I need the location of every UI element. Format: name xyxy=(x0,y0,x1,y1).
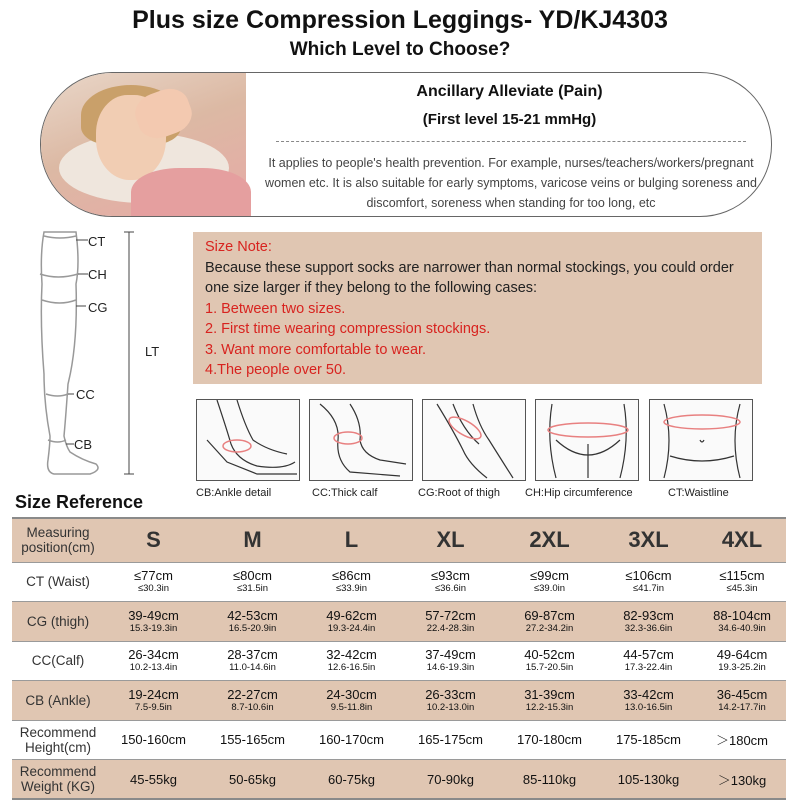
part-label-waist: CT:Waistline xyxy=(668,487,729,499)
table-cell xyxy=(203,602,302,642)
in-value: ≤31.5in xyxy=(236,583,269,595)
in-value: 15.7-20.5in xyxy=(525,662,574,674)
size-table xyxy=(12,517,786,800)
cm-value: ≤106cm xyxy=(625,568,672,584)
table-cell: 85-110kg xyxy=(500,760,599,800)
size-header: 3XL xyxy=(599,518,698,562)
table-cell: ＞130kg xyxy=(698,760,786,800)
table-cell xyxy=(104,562,203,602)
cm-value: 37-49cm xyxy=(425,647,476,663)
in-value: 12.6-16.5in xyxy=(327,662,376,674)
size-note-body: Because these support socks are narrower than normal stockings, you could order one size larger if they belong to the following cases: xyxy=(205,259,734,296)
table-row xyxy=(12,720,786,760)
table-cell: 165-175cm xyxy=(401,720,500,760)
table-cell xyxy=(401,562,500,602)
thigh-icon xyxy=(422,399,526,481)
level-card xyxy=(40,72,772,217)
table-cell xyxy=(500,681,599,721)
table-cell xyxy=(203,681,302,721)
table-cell xyxy=(500,641,599,681)
level-description: It applies to people's health prevention. For example, nurses/teachers/workers/pregnant women etc. It is also suitable for early symptoms, varicose veins or bulging soreness and discomfort, soreness when standing for too long, etc xyxy=(265,156,757,210)
cm-value: 31-39cm xyxy=(524,686,575,702)
table-cell xyxy=(203,562,302,602)
part-label-thigh: CG:Root of thigh xyxy=(418,487,500,499)
in-value: 15.3-19.3in xyxy=(129,622,178,634)
size-header: 2XL xyxy=(500,518,599,562)
part-label-hip: CH:Hip circumference xyxy=(525,487,633,499)
in-value: 7.5-9.5in xyxy=(135,701,172,713)
size-note-box xyxy=(193,232,762,384)
waist-icon xyxy=(649,399,753,481)
size-note-item: 4.The people over 50. xyxy=(205,362,347,378)
table-cell xyxy=(104,641,203,681)
leg-label-ct: CT xyxy=(88,234,106,249)
ankle-icon xyxy=(196,399,300,481)
in-value: 14.2-17.7in xyxy=(718,701,766,713)
table-cell xyxy=(500,602,599,642)
in-value: 17.3-22.4in xyxy=(624,662,673,674)
table-cell xyxy=(698,681,786,721)
in-value: 34.6-40.9in xyxy=(718,622,766,634)
table-cell xyxy=(698,562,786,602)
in-value: 16.5-20.9in xyxy=(228,622,277,634)
cm-value: ≤99cm xyxy=(530,568,569,584)
table-cell xyxy=(599,602,698,642)
in-value: 19.3-24.4in xyxy=(327,622,376,634)
cm-value: 22-27cm xyxy=(227,686,278,702)
level-heading: Ancillary Alleviate (Pain) xyxy=(416,83,603,100)
size-header: 4XL xyxy=(698,518,786,562)
table-cell: 175-185cm xyxy=(599,720,698,760)
in-value: 32.3-36.6in xyxy=(624,622,673,634)
part-label-ankle: CB:Ankle detail xyxy=(196,487,272,499)
level-pressure-range: (First level 15-21 mmHg) xyxy=(422,111,597,128)
cm-value: 82-93cm xyxy=(623,607,674,623)
table-cell: ＞180cm xyxy=(698,720,786,760)
in-value: 12.2-15.3in xyxy=(525,701,574,713)
cm-value: ≤77cm xyxy=(134,568,173,584)
in-value: ≤30.3in xyxy=(137,583,170,595)
table-cell: 60-75kg xyxy=(302,760,401,800)
cm-value: ≤93cm xyxy=(431,568,470,584)
cm-value: 24-30cm xyxy=(326,686,377,702)
in-value: ≤33.9in xyxy=(335,583,368,595)
table-cell: 70-90kg xyxy=(401,760,500,800)
in-value: 22.4-28.3in xyxy=(426,622,475,634)
table-cell xyxy=(104,602,203,642)
cm-value: 33-42cm xyxy=(623,686,674,702)
woman-headache-photo xyxy=(41,73,246,217)
cm-value: 69-87cm xyxy=(524,607,575,623)
header-label: Measuring position(cm) xyxy=(12,518,104,562)
table-row xyxy=(12,760,786,800)
size-note-item: 2. First time wearing compression stockings. xyxy=(205,321,491,337)
row-label: Recommend Weight (KG) xyxy=(12,760,104,800)
table-cell: 170-180cm xyxy=(500,720,599,760)
size-header: XL xyxy=(401,518,500,562)
in-value: ≤36.6in xyxy=(434,583,467,595)
level-divider xyxy=(276,141,746,142)
table-cell xyxy=(302,641,401,681)
row-label: CT (Waist) xyxy=(12,562,104,602)
leg-label-cg: CG xyxy=(88,300,108,315)
cm-value: 26-34cm xyxy=(128,647,179,663)
in-value: 19.3-25.2in xyxy=(718,662,766,674)
table-header-row xyxy=(12,518,786,562)
cm-value: ≤86cm xyxy=(332,568,371,584)
size-note-title: Size Note: xyxy=(205,239,272,255)
cm-value: 49-64cm xyxy=(716,647,768,663)
in-value: ≤39.0in xyxy=(533,583,566,595)
cm-value: 39-49cm xyxy=(128,607,179,623)
in-value: ≤45.3in xyxy=(726,583,758,595)
cm-value: 57-72cm xyxy=(425,607,476,623)
table-row xyxy=(12,641,786,681)
table-cell xyxy=(401,602,500,642)
row-label: Recommend Height(cm) xyxy=(12,720,104,760)
table-row xyxy=(12,681,786,721)
table-cell xyxy=(302,562,401,602)
leg-label-lt: LT xyxy=(145,344,160,359)
table-cell xyxy=(599,681,698,721)
row-label: CC(Calf) xyxy=(12,641,104,681)
cm-value: ≤80cm xyxy=(233,568,272,584)
size-header: M xyxy=(203,518,302,562)
leg-label-cb: CB xyxy=(74,437,93,452)
cm-value: 19-24cm xyxy=(128,686,179,702)
table-row xyxy=(12,602,786,642)
table-cell: 155-165cm xyxy=(203,720,302,760)
table-cell xyxy=(698,641,786,681)
table-cell: 50-65kg xyxy=(203,760,302,800)
in-value: 11.0-14.6in xyxy=(229,662,276,674)
in-value: 8.7-10.6in xyxy=(231,701,274,713)
table-cell: 105-130kg xyxy=(599,760,698,800)
in-value: 14.6-19.3in xyxy=(426,662,475,674)
cm-value: 49-62cm xyxy=(326,607,377,623)
size-header: S xyxy=(104,518,203,562)
table-cell xyxy=(203,641,302,681)
page-subtitle: Which Level to Choose? xyxy=(289,39,511,60)
hip-icon xyxy=(535,399,639,481)
in-value: 10.2-13.4in xyxy=(129,662,178,674)
table-cell xyxy=(599,562,698,602)
row-label: CB (Ankle) xyxy=(12,681,104,721)
table-cell: 160-170cm xyxy=(302,720,401,760)
in-value: ≤41.7in xyxy=(632,583,665,595)
size-reference-title: Size Reference xyxy=(15,492,144,512)
cm-value: 42-53cm xyxy=(227,607,278,623)
cm-value: 40-52cm xyxy=(524,647,575,663)
cm-value: 32-42cm xyxy=(326,647,377,663)
cm-value: ≤115cm xyxy=(719,568,765,584)
table-cell xyxy=(104,681,203,721)
cm-value: 36-45cm xyxy=(716,686,768,702)
table-cell xyxy=(302,681,401,721)
calf-icon xyxy=(309,399,413,481)
cm-value: 44-57cm xyxy=(623,647,674,663)
in-value: 27.2-34.2in xyxy=(525,622,574,634)
leg-label-cc: CC xyxy=(76,387,95,402)
leg-measurement-icon xyxy=(20,224,170,494)
leg-label-ch: CH xyxy=(88,267,107,282)
size-note-item: 3. Want more comfortable to wear. xyxy=(205,341,427,358)
cm-value: 26-33cm xyxy=(425,686,476,702)
size-note-item: 1. Between two sizes. xyxy=(205,300,346,317)
table-cell xyxy=(302,602,401,642)
row-label: CG (thigh) xyxy=(12,602,104,642)
in-value: 10.2-13.0in xyxy=(426,701,475,713)
in-value: 9.5-11.8in xyxy=(330,701,373,713)
part-label-calf: CC:Thick calf xyxy=(312,487,378,499)
table-cell: 150-160cm xyxy=(104,720,203,760)
cm-value: 88-104cm xyxy=(713,607,771,623)
in-value: 13.0-16.5in xyxy=(624,701,673,713)
page-title: Plus size Compression Leggings- YD/KJ4303 xyxy=(132,6,668,34)
size-header: L xyxy=(302,518,401,562)
table-row xyxy=(12,562,786,602)
table-cell xyxy=(599,641,698,681)
table-cell xyxy=(401,641,500,681)
table-cell xyxy=(500,562,599,602)
table-cell xyxy=(401,681,500,721)
table-cell xyxy=(698,602,786,642)
table-cell: 45-55kg xyxy=(104,760,203,800)
cm-value: 28-37cm xyxy=(227,647,278,663)
